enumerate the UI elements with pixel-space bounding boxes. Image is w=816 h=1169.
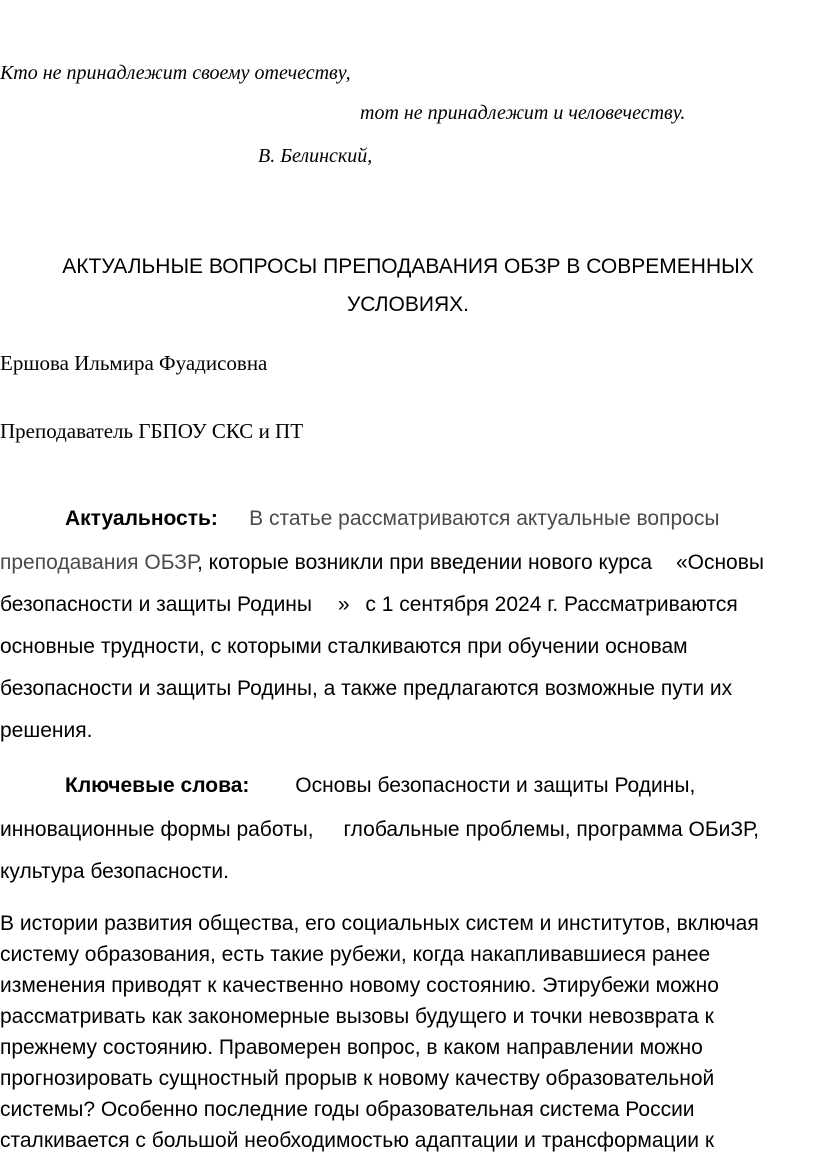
body-paragraph (0, 908, 816, 1156)
relevance-line-2 (0, 550, 764, 576)
keywords-label: Ключевые слова: (65, 774, 250, 797)
relevance-text-1: В статье рассматриваются актуальные вопросы (249, 507, 720, 530)
body-line: системы? Особенно последние годы образовательная система России (0, 1098, 695, 1121)
keywords-line-1 (65, 773, 695, 799)
body-line: В истории развития общества, его социальных систем и институтов, включая (0, 912, 759, 935)
author-position: Преподаватель ГБПОУ СКС и ПТ (0, 419, 304, 443)
relevance-text-2c: «Основы (675, 551, 764, 574)
keywords-line-2 (0, 817, 759, 843)
body-line: систему образования, есть такие рубежи, когда накапливавшиеся ранее (0, 943, 711, 966)
relevance-line-6: решения. (0, 719, 93, 742)
relevance-text-3a: безопасности и защиты Родины (0, 593, 312, 616)
keywords-text-2a: инновационные формы работы, (0, 818, 314, 841)
relevance-line-5: безопасности и защиты Родины, а также предлагаются возможные пути их (0, 677, 733, 700)
author-name: Ершова Ильмира Фуадисовна (0, 351, 268, 375)
body-line: прогнозировать сущностный прорыв к новому качеству образовательной (0, 1067, 715, 1090)
body-line: сталкивается с большой необходимостью адаптации и трансформации к (0, 1129, 715, 1152)
relevance-line-4: основные трудности, с которыми сталкиваются при обучении основам (0, 635, 688, 658)
article-title-line-1: АКТУАЛЬНЫЕ ВОПРОСЫ ПРЕПОДАВАНИЯ ОБЗР В СОВРЕМЕННЫХ (62, 255, 754, 278)
relevance-text-2b: , которые возникли при введении нового курса (197, 551, 653, 574)
epigraph-author: В. Белинский, (258, 145, 373, 167)
body-line: прежнему состоянию. Правомерен вопрос, в каком направлении можно (0, 1036, 703, 1059)
body-line: изменения приводят к качественно новому состоянию. Этирубежи можно (0, 974, 719, 997)
relevance-line-1 (65, 505, 719, 532)
keywords-text-2b: глобальные проблемы, программа ОБиЗР, (343, 818, 759, 841)
body-line: рассматривать как закономерные вызовы будущего и точки невозврата к (0, 1005, 714, 1028)
relevance-label: Актуальность: (65, 507, 218, 530)
relevance-text-3c: с 1 сентября 2024 г. Рассматриваются (365, 593, 738, 616)
article-title-line-2: УСЛОВИЯХ. (346, 293, 470, 316)
relevance-line-3 (0, 592, 738, 618)
keywords-text-1: Основы безопасности и защиты Родины, (295, 774, 696, 797)
relevance-text-3b: » (337, 593, 350, 616)
epigraph-line-1: Кто не принадлежит своему отечеству, (0, 62, 351, 84)
keywords-line-3: культура безопасности. (0, 860, 229, 883)
relevance-text-2a: преподавания ОБЗР (0, 551, 197, 574)
epigraph-line-2: тот не принадлежит и человечеству. (360, 102, 686, 124)
